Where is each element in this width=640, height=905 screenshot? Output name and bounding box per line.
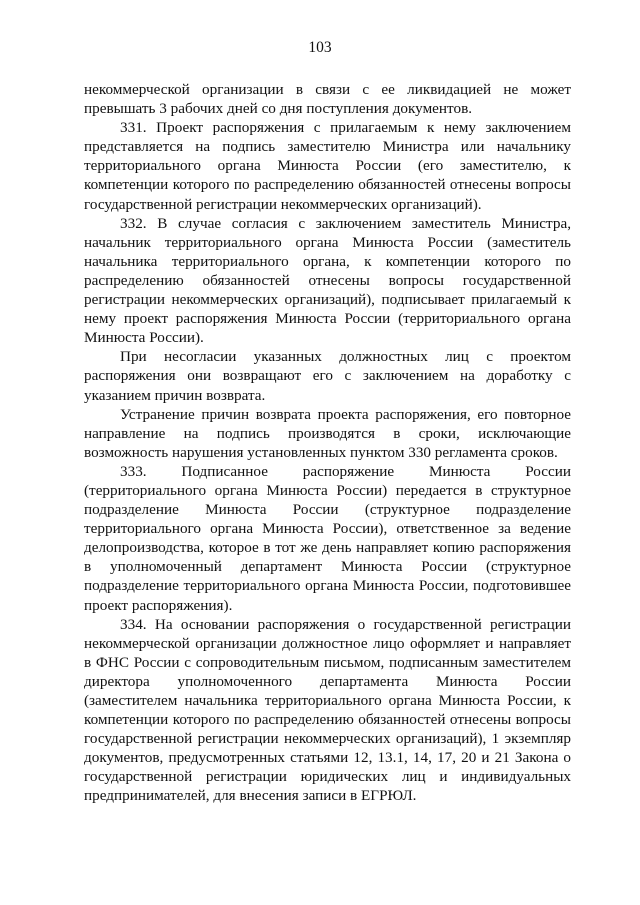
paragraph-continuation: некоммерческой организации в связи с ее ликвидацией не может превышать 3 рабочих дней со дня поступления документов. xyxy=(84,81,571,118)
paragraph-333: 333. Подписанное распоряжение Минюста России (территориального органа Минюста России) передается в структурное подразделение Минюста России (структурное подразделение территориального органа Минюста России), ответственное за ведение делопроизводства, которое в тот же день направляет копию распоряжения в уполномоченный департамент Минюста России (структурное подразделение территориального органа Минюста России, подготовившее проект распоряжения). xyxy=(84,462,571,614)
paragraph-332-resubmission: Устранение причин возврата проекта распоряжения, его повторное направление на подпись производятся в сроки, исключающие возможность нарушения установленных пунктом 330 регламента сроков. xyxy=(84,405,571,461)
page-number: 103 xyxy=(308,39,332,56)
paragraph-332-disagreement: При несогласии указанных должностных лиц с проектом распоряжения они возвращают его с заключением на доработку с указанием причин возврата. xyxy=(84,348,571,404)
paragraph-331: 331. Проект распоряжения с прилагаемым к нему заключением представляется на подпись заместителю Министра или начальнику территориального органа Минюста России (его заместителю, к компетенции которого по распределению обязанностей отнесены вопросы государственной регистрации некоммерческих организаций). xyxy=(84,119,571,213)
paragraph-334: 334. На основании распоряжения о государственной регистрации некоммерческой организации должностное лицо оформляет и направляет в ФНС России с сопроводительным письмом, подписанным заместителем директора уполномоченного департамента Минюста России (заместителем начальника территориального органа Минюста России, к компетенции которого по распределению обязанностей отнесены вопросы государственной регистрации некоммерческих организаций), 1 экземпляр документов, предусмотренных статьями 12, 13.1, 14, 17, 20 и 21 Закона о государственной регистрации юридических лиц и индивидуальных предпринимателей, для внесения записи в ЕГРЮЛ. xyxy=(84,615,571,805)
paragraph-332: 332. В случае согласия с заключением заместитель Министра, начальник территориального органа Минюста России (заместитель начальника территориального органа, к компетенции которого по распределению обязанностей отнесены вопросы государственной регистрации некоммерческих организаций), подписывает прилагаемый к нему проект распоряжения Минюста России (территориального органа Минюста России). xyxy=(84,214,571,347)
body-text xyxy=(84,80,571,806)
